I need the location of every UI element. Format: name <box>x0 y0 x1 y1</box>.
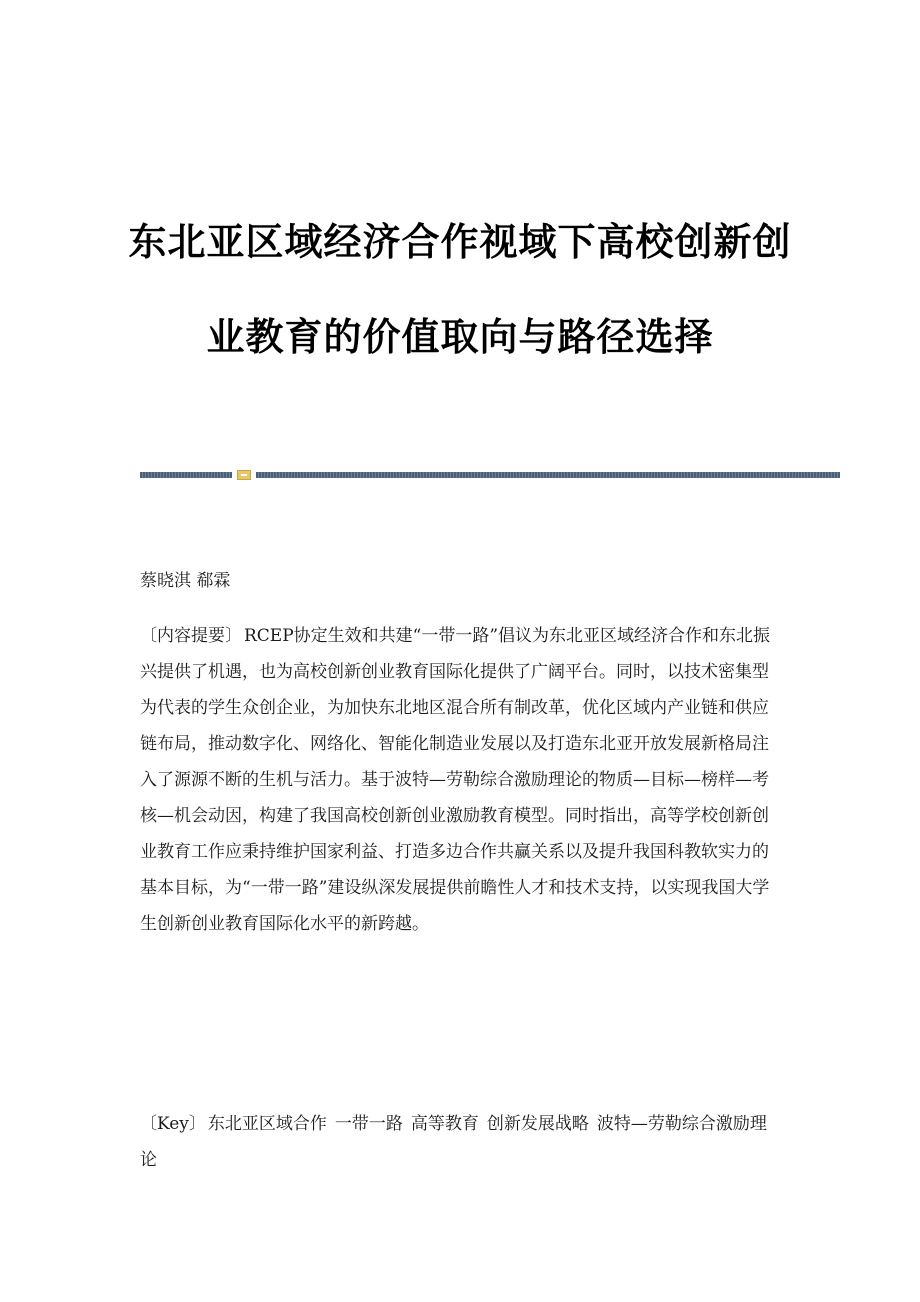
decorative-divider <box>140 470 840 480</box>
divider-ornament-icon <box>237 470 251 480</box>
divider-bar-right <box>256 472 840 478</box>
keyword-item: 高等教育 <box>410 1114 479 1134</box>
title-line-1: 东北亚区域经济合作视域下高校创新创 <box>128 220 792 264</box>
abstract <box>140 618 780 942</box>
abstract-label: 〔内容提要〕 <box>140 626 242 646</box>
authors: 蔡晓淇 郗霖 <box>140 571 231 591</box>
keyword-item: 东北亚区域合作 <box>207 1114 327 1134</box>
keyword-item: 一带一路 <box>334 1114 403 1134</box>
divider-bar-left <box>140 472 232 478</box>
title-line-2: 业教育的价值取向与路径选择 <box>206 315 714 359</box>
keywords <box>140 1106 780 1178</box>
keywords-label: 〔Key〕 <box>140 1114 206 1134</box>
keyword-item: 波特—劳勒综合激励理论 <box>140 1114 767 1170</box>
keyword-item: 创新发展战略 <box>486 1114 589 1134</box>
abstract-text: RCEP协定生效和共建“一带一路”倡议为东北亚区域经济合作和东北振兴提供了机遇，也为高校创新创业教育国际化提供了广阔平台。同时，以技术密集型为代表的学生众创企业，为加快东北地区混合所有制改革，优化区域内产业链和供应链布局，推动数字化、网络化、智能化制造业发展以及打造东北亚开放发展新格局注入了源源不断的生机与活力。基于波特—劳勒综合激励理论的物质—目标—榜样—考核—机会动因，构建了我国高校创新创业激励教育模型。同时指出，高等学校创新创业教育工作应秉持维护国家利益、打造多边合作共赢关系以及提升我国科教软实力的基本目标，为“一带一路”建设纵深发展提供前瞻性人才和技术支持，以实现我国大学生创新创业教育国际化水平的新跨越。 <box>140 626 771 934</box>
